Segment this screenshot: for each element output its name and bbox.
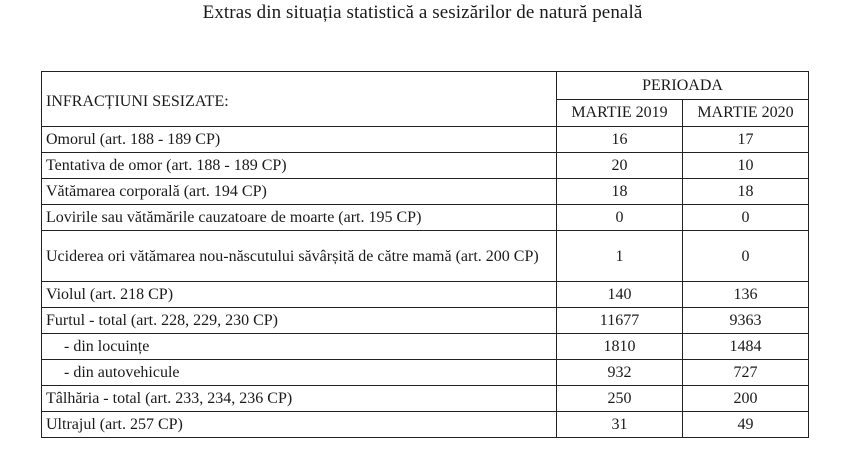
row-label-sub: - din locuințe bbox=[42, 334, 557, 360]
value-2020: 0 bbox=[683, 205, 809, 231]
value-2020: 136 bbox=[683, 282, 809, 308]
table-row bbox=[42, 179, 809, 205]
value-2019: 31 bbox=[557, 412, 683, 438]
row-label: Lovirile sau vătămările cauzatoare de moarte (art. 195 CP) bbox=[42, 205, 557, 231]
row-label: Omorul (art. 188 - 189 CP) bbox=[42, 127, 557, 153]
value-2019: 0 bbox=[557, 205, 683, 231]
value-2019: 18 bbox=[557, 179, 683, 205]
table-row bbox=[42, 231, 809, 282]
value-2019: 140 bbox=[557, 282, 683, 308]
row-label-sub: - din autovehicule bbox=[42, 360, 557, 386]
value-2020: 1484 bbox=[683, 334, 809, 360]
value-2020: 9363 bbox=[683, 308, 809, 334]
table-row bbox=[42, 334, 809, 360]
value-2020: 10 bbox=[683, 153, 809, 179]
value-2019: 16 bbox=[557, 127, 683, 153]
table-header-row bbox=[42, 72, 809, 100]
document-title: Extras din situația statistică a sesizărilor de natură penală bbox=[202, 2, 643, 23]
row-label: Violul (art. 218 CP) bbox=[42, 282, 557, 308]
header-offenses: INFRACȚIUNI SESIZATE: bbox=[42, 72, 557, 127]
value-2020: 0 bbox=[683, 231, 809, 282]
row-label: Uciderea ori vătămarea nou-născutului săvârșită de către mamă (art. 200 CP) bbox=[42, 231, 557, 282]
row-label: Ultrajul (art. 257 CP) bbox=[42, 412, 557, 438]
header-period: PERIOADA bbox=[557, 72, 809, 100]
value-2020: 17 bbox=[683, 127, 809, 153]
table-row bbox=[42, 386, 809, 412]
value-2019: 1810 bbox=[557, 334, 683, 360]
table-row bbox=[42, 360, 809, 386]
value-2020: 200 bbox=[683, 386, 809, 412]
row-label: Vătămarea corporală (art. 194 CP) bbox=[42, 179, 557, 205]
table-row bbox=[42, 153, 809, 179]
value-2020: 727 bbox=[683, 360, 809, 386]
value-2019: 1 bbox=[557, 231, 683, 282]
table-row bbox=[42, 308, 809, 334]
value-2019: 250 bbox=[557, 386, 683, 412]
table-row bbox=[42, 412, 809, 438]
row-label: Furtul - total (art. 228, 229, 230 CP) bbox=[42, 308, 557, 334]
row-label: Tâlhăria - total (art. 233, 234, 236 CP) bbox=[42, 386, 557, 412]
header-march-2019: MARTIE 2019 bbox=[557, 99, 683, 127]
value-2020: 18 bbox=[683, 179, 809, 205]
row-label: Tentativa de omor (art. 188 - 189 CP) bbox=[42, 153, 557, 179]
statistics-table bbox=[41, 71, 809, 438]
value-2020: 49 bbox=[683, 412, 809, 438]
table-row bbox=[42, 205, 809, 231]
table-row bbox=[42, 127, 809, 153]
value-2019: 20 bbox=[557, 153, 683, 179]
value-2019: 932 bbox=[557, 360, 683, 386]
header-march-2020: MARTIE 2020 bbox=[683, 99, 809, 127]
table-row bbox=[42, 282, 809, 308]
value-2019: 11677 bbox=[557, 308, 683, 334]
